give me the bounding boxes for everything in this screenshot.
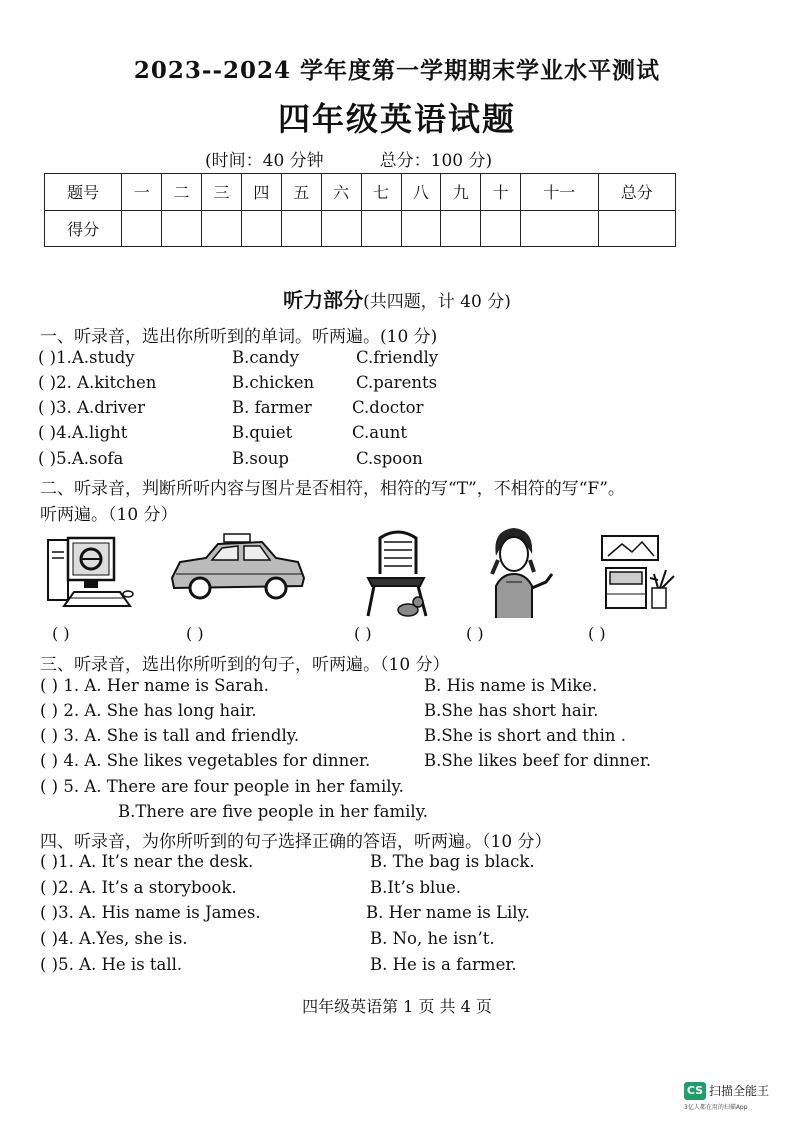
woman-icon [478, 526, 558, 618]
part1-item-4-c: C.aunt [352, 423, 408, 442]
scanner-logo-icon: CS [684, 1082, 706, 1100]
table-cell: 八 [401, 174, 441, 211]
page-footer: 四年级英语第 1 页 共 4 页 [302, 997, 492, 1016]
score-cell[interactable] [122, 210, 162, 247]
part4-item-4-b: B. No, he isn’t. [370, 929, 495, 948]
part4-item-3-b: B. Her name is Lily. [366, 903, 530, 922]
computer-icon [44, 532, 136, 618]
part1-item-4-a: ( )4.A.light [38, 423, 128, 442]
answer-paren-5[interactable]: ( ) [588, 624, 606, 643]
part4-item-4-a: ( )4. A.Yes, she is. [40, 929, 188, 948]
part4-item-5-b: B. He is a farmer. [370, 955, 517, 974]
part1-item-3-c: C.doctor [352, 398, 424, 417]
score-cell[interactable] [202, 210, 242, 247]
bedroom-icon [600, 534, 680, 614]
section-title-main: 听力部分 [283, 288, 364, 312]
table-cell: 总分 [598, 174, 676, 211]
scanner-app-name: 扫描全能王 [709, 1084, 770, 1098]
part3-item-4-a: ( ) 4. A. She likes vegetables for dinner. [40, 751, 371, 770]
score-cell[interactable] [401, 210, 441, 247]
part4-heading: 四、听录音，为你所听到的句子选择正确的答语，听两遍。（10 分） [40, 832, 552, 852]
part1-item-2-a: ( )2. A.kitchen [38, 373, 157, 392]
score-cell[interactable] [281, 210, 321, 247]
part3-item-2-a: ( ) 2. A. She has long hair. [40, 701, 257, 720]
part4-item-1-a: ( )1. A. It’s near the desk. [40, 852, 254, 871]
exam-subtitle: 四年级英语试题 [277, 100, 516, 138]
score-cell[interactable] [598, 210, 676, 247]
part1-item-1-a: ( )1.A.study [38, 348, 135, 367]
score-cell[interactable] [481, 210, 521, 247]
part1-item-5-b: B.soup [232, 449, 289, 468]
part3-item-2-b: B.She has short hair. [424, 701, 599, 720]
part3-heading: 三、听录音，选出你所听到的句子，听两遍。（10 分） [40, 655, 450, 675]
table-cell: 六 [321, 174, 361, 211]
answer-paren-3[interactable]: ( ) [354, 624, 372, 643]
score-cell[interactable] [441, 210, 481, 247]
answer-paren-1[interactable]: ( ) [52, 624, 70, 643]
table-cell: 得分 [45, 210, 122, 247]
part2-heading-line2: 听两遍。（10 分） [40, 505, 178, 525]
table-cell: 三 [202, 174, 242, 211]
part3-item-1-a: ( ) 1. A. Her name is Sarah. [40, 676, 269, 695]
part1-item-2-c: C.parents [356, 373, 438, 392]
taxi-icon [166, 532, 308, 606]
score-cell[interactable] [361, 210, 401, 247]
answer-paren-2[interactable]: ( ) [186, 624, 204, 643]
section-title-sub: (共四题，计 40 分) [363, 292, 511, 312]
part3-item-5-a: ( ) 5. A. There are four people in her family. [40, 777, 404, 796]
part1-item-5-a: ( )5.A.sofa [38, 449, 124, 468]
table-cell: 四 [242, 174, 282, 211]
table-cell: 十 [481, 174, 521, 211]
score-table-header-row [45, 174, 676, 211]
part4-item-3-a: ( )3. A. His name is James. [40, 903, 261, 922]
part4-item-1-b: B. The bag is black. [370, 852, 535, 871]
exam-title: 2023--2024 学年度第一学期期末学业水平测试 [133, 57, 661, 84]
table-cell: 七 [361, 174, 401, 211]
part3-item-5-b: B.There are five people in her family. [118, 802, 429, 821]
part3-item-4-b: B.She likes beef for dinner. [424, 751, 652, 770]
part1-item-3-a: ( )3. A.driver [38, 398, 145, 417]
part4-item-5-a: ( )5. A. He is tall. [40, 955, 183, 974]
answer-paren-4[interactable]: ( ) [466, 624, 484, 643]
part3-item-3-b: B.She is short and thin . [424, 726, 627, 745]
time-limit: (时间：40 分钟 [205, 151, 324, 171]
part1-heading: 一、听录音，选出你所听到的单词。听两遍。(10 分) [40, 327, 438, 347]
part1-item-1-b: B.candy [232, 348, 299, 367]
score-cell[interactable] [521, 210, 598, 247]
total-score: 总分：100 分) [379, 151, 493, 171]
part1-item-2-b: B.chicken [232, 373, 315, 392]
table-cell: 二 [162, 174, 202, 211]
scanner-slogan: 3亿人都在用的扫描App [684, 1103, 748, 1111]
score-cell[interactable] [162, 210, 202, 247]
table-cell: 九 [441, 174, 481, 211]
score-cell[interactable] [242, 210, 282, 247]
score-table-score-row [45, 210, 676, 247]
table-cell: 题号 [45, 174, 122, 211]
table-cell: 五 [281, 174, 321, 211]
table-cell: 一 [122, 174, 162, 211]
part1-item-1-c: C.friendly [356, 348, 439, 367]
part1-item-3-b: B. farmer [232, 398, 312, 417]
part3-item-3-a: ( ) 3. A. She is tall and friendly. [40, 726, 300, 745]
part4-item-2-b: B.It’s blue. [370, 878, 461, 897]
part1-item-4-b: B.quiet [232, 423, 293, 442]
exam-info [205, 146, 492, 171]
table-cell: 十一 [521, 174, 598, 211]
part4-item-2-a: ( )2. A. It’s a storybook. [40, 878, 237, 897]
score-table [44, 173, 676, 247]
score-cell[interactable] [321, 210, 361, 247]
scanner-watermark [684, 1080, 784, 1111]
section-title [0, 284, 794, 313]
part1-item-5-c: C.spoon [356, 449, 423, 468]
chair-icon [362, 528, 438, 620]
part2-heading-line1: 二、听录音，判断所听内容与图片是否相符，相符的写“T”，不相符的写“F”。 [40, 479, 625, 499]
part3-item-1-b: B. His name is Mike. [424, 676, 598, 695]
